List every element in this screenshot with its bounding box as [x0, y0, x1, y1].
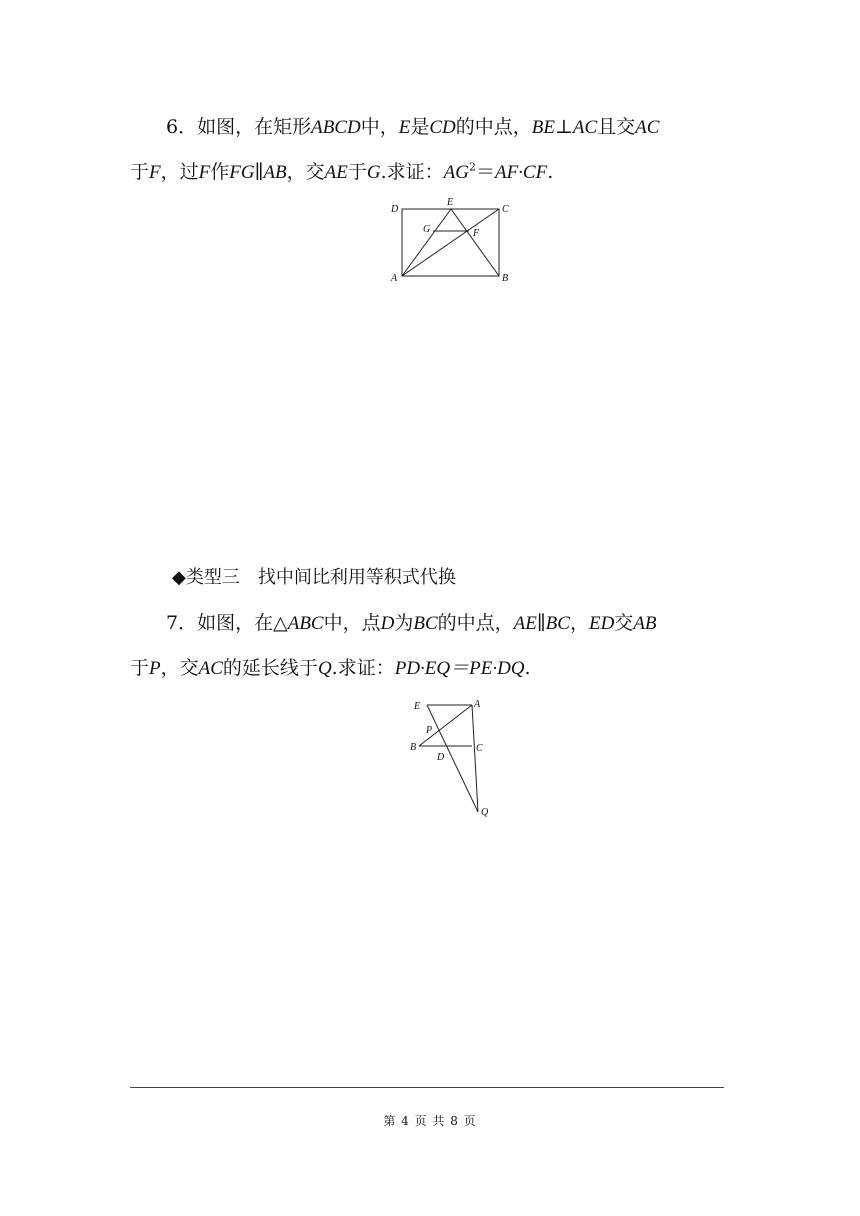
problem7-line2: 于P，交AC的延长线于Q.求证：PD·EQ＝PE·DQ.	[130, 657, 531, 679]
label-c: C	[502, 204, 509, 215]
footer-rule	[130, 1087, 724, 1088]
line-aq	[472, 705, 478, 812]
line-be	[451, 209, 499, 276]
figure-rectangle-abcd	[385, 195, 520, 285]
label-e: E	[414, 701, 421, 712]
label-q: Q	[481, 807, 489, 818]
label-g: G	[423, 224, 431, 235]
label-d: D	[391, 204, 399, 215]
label-e: E	[447, 197, 454, 208]
label-p: P	[426, 725, 433, 736]
label-c: C	[476, 743, 483, 754]
label-d: D	[437, 752, 445, 763]
label-f: F	[473, 228, 480, 239]
line-ac	[402, 209, 499, 276]
page-footer: 第 4 页 共 8 页	[383, 1114, 477, 1128]
problem6-line1: 6．如图，在矩形ABCD中，E是CD的中点，BE⊥AC且交AC	[166, 116, 660, 138]
diamond-bullet-icon: ◆	[172, 567, 186, 588]
section-title: 类型三 找中间比利用等积式代换	[185, 567, 456, 588]
label-a: A	[391, 273, 398, 284]
label-b: B	[502, 273, 509, 284]
problem6-line2: 于F，过F作FG∥AB，交AE于G.求证：$AG^2=AF\cdot CF$.	[130, 160, 554, 183]
figure-triangle-abc	[405, 695, 500, 820]
label-a: A	[474, 699, 481, 710]
line-ae	[402, 209, 451, 276]
section-heading	[172, 566, 456, 590]
line-eq	[427, 705, 478, 812]
problem7-line1: 7．如图，在△ABC中，点D为BC的中点，AE∥BC，ED交AB	[166, 612, 657, 634]
label-b: B	[410, 742, 417, 753]
